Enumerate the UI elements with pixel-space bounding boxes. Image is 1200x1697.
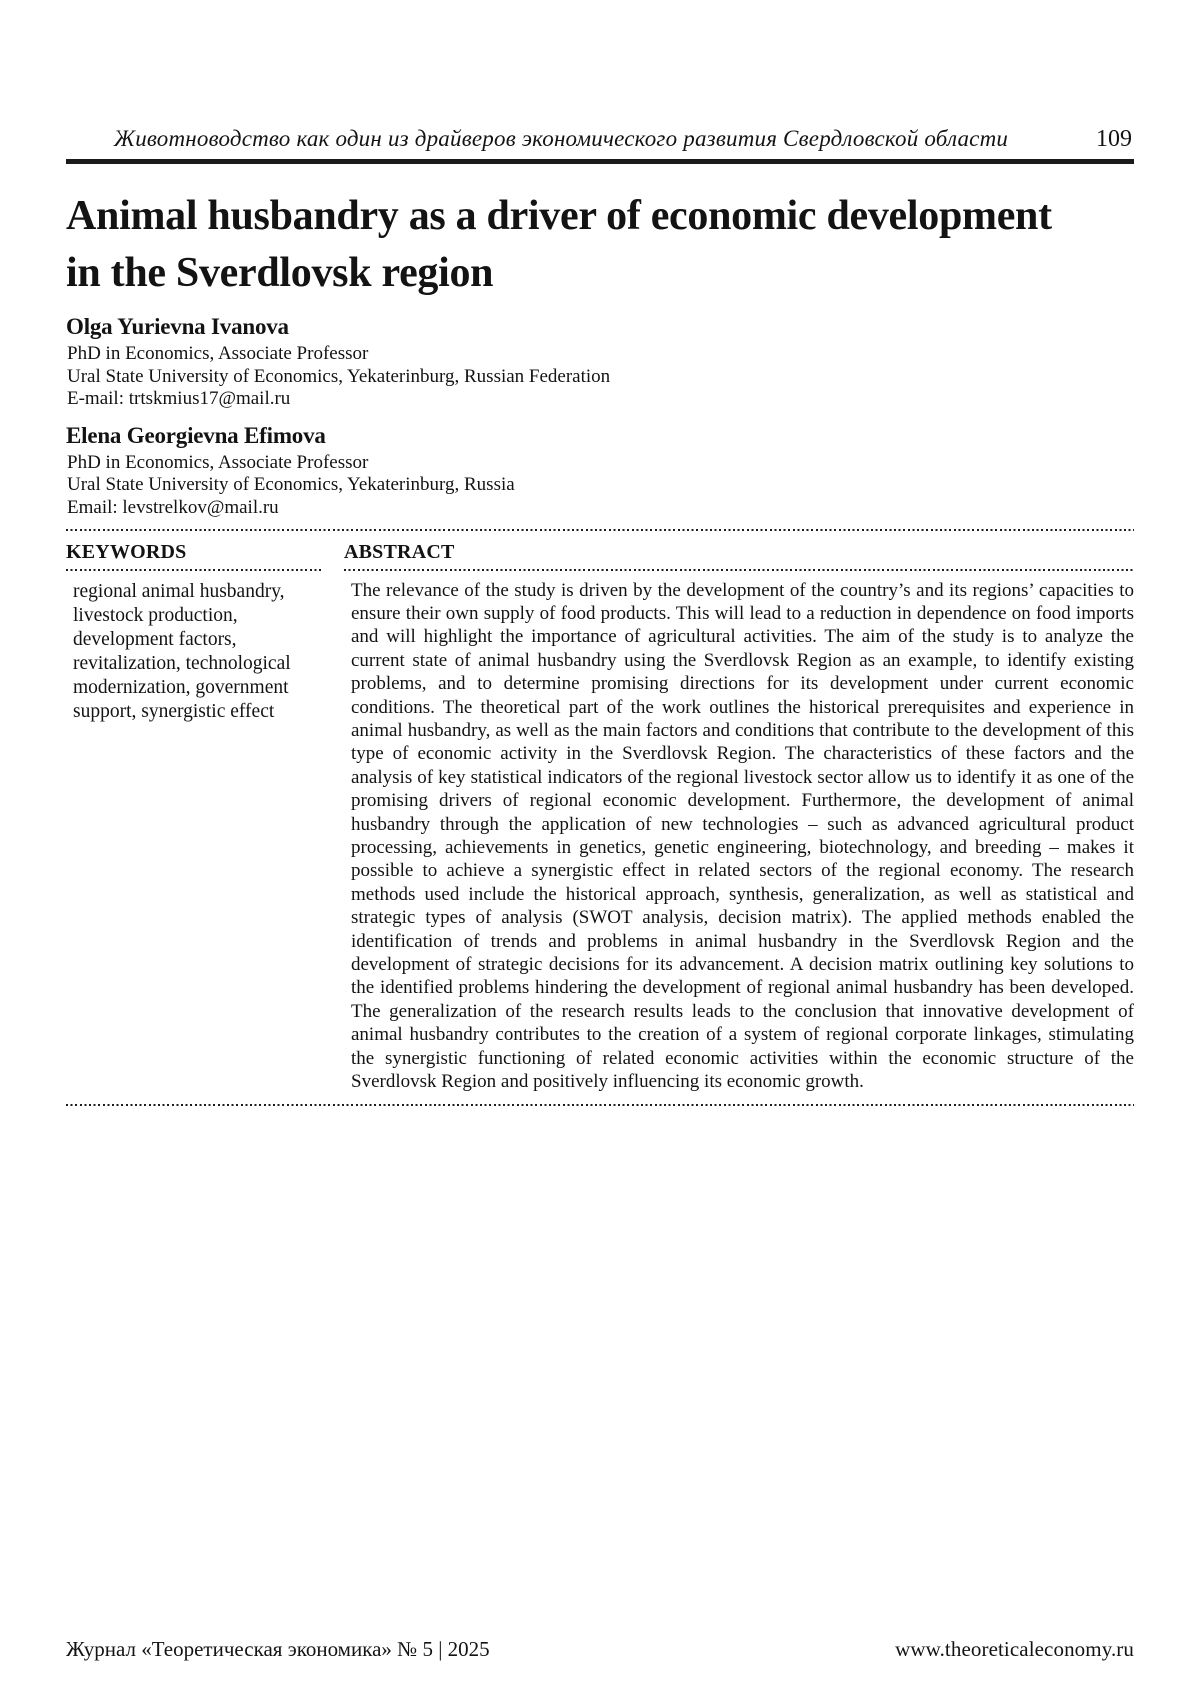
abstract-heading-underline [344,569,1134,571]
page-number: 109 [1096,126,1132,152]
author-email[interactable]: Email: levstrelkov@mail.ru [67,496,279,518]
keywords-heading-underline [66,569,321,571]
running-head [66,0,1134,153]
author-name: Olga Yurievna Ivanova [66,314,289,339]
abstract-column [344,533,1134,1094]
keywords-abstract-section [66,533,1134,1094]
running-title: Животноводство как один из драйверов экономического развития Свердловской области [113,126,1009,151]
dotted-divider-top [66,529,1134,531]
author-block-2 [66,422,1134,520]
author-name: Elena Georgievna Efimova [66,422,326,448]
keywords-heading: KEYWORDS [66,540,187,563]
abstract-heading: ABSTRACT [344,540,455,563]
keywords-text: regional animal husbandry, livestock production, development factors, revitalization, technological modernization, government support, synergistic effect [73,580,291,722]
abstract-text: The relevance of the study is driven by the development of the country’s and its regions’ capacities to ensure their own supply of food products. This will lead to a reduction in dependence on food imports and will highlight the importance of agricultural activities. The aim of the study is to analyze the current state of animal husbandry using the Sverdlovsk Region as an example, to identify existing problems, and to determine promising directions for its development under current economic conditions. The theoretical part of the work outlines the historical prerequisites and experience in animal husbandry, as well as the main factors and conditions that contribute to the development of this type of economic activity in the Sverdlovsk Region. The characteristics of these factors and the analysis of key statistical indicators of the regional livestock sector allow us to identify it as one of the promising drivers of regional economic development. Furthermore, the development of animal husbandry through the application of new technologies – such as advanced agricultural product processing, achievements in genetics, genetic engineering, biotechnology, and breeding – makes it possible to achieve a synergistic effect in related sectors of the regional economy. The research methods used include the historical approach, synthesis, generalization, as well as statistical and strategic types of analysis (SWOT analysis, decision matrix). The applied methods enabled the identification of trends and problems in animal husbandry in the Sverdlovsk Region and the development of strategic decisions for its advancement. A decision matrix outlining key solutions to the identified problems hindering the development of regional animal husbandry has been developed. The generalization of the research results leads to the conclusion that innovative development of animal husbandry contributes to the creation of a system of regional corporate linkages, stimulating the synergistic functioning of related economic activities within the economic structure of the Sverdlovsk Region and positively influencing its economic growth. [351,579,1134,1093]
author-affiliation: Ural State University of Economics, Yekaterinburg, Russia [67,474,515,496]
author-email[interactable]: E-mail: trtskmius17@mail.ru [67,388,291,410]
author-affiliation: Ural State University of Economics, Yekaterinburg, Russian Federation [67,365,611,387]
article-title: Animal husbandry as a driver of economic development in the Sverdlovsk region [66,193,1052,296]
header-rule [66,159,1134,164]
author-block-1 [66,313,1134,411]
footer-journal-title: Журнал «Теоретическая экономика» № 5 | 2025 [66,1637,490,1661]
dotted-divider-bottom [66,1104,1134,1106]
author-degree: PhD in Economics, Associate Professor [67,343,369,364]
keywords-column [66,533,321,1094]
author-degree: PhD in Economics, Associate Professor [67,451,369,473]
page-header [66,0,1134,164]
page-footer [66,1637,1134,1661]
footer-website-link[interactable]: www.theoreticaleconomy.ru [895,1637,1134,1661]
